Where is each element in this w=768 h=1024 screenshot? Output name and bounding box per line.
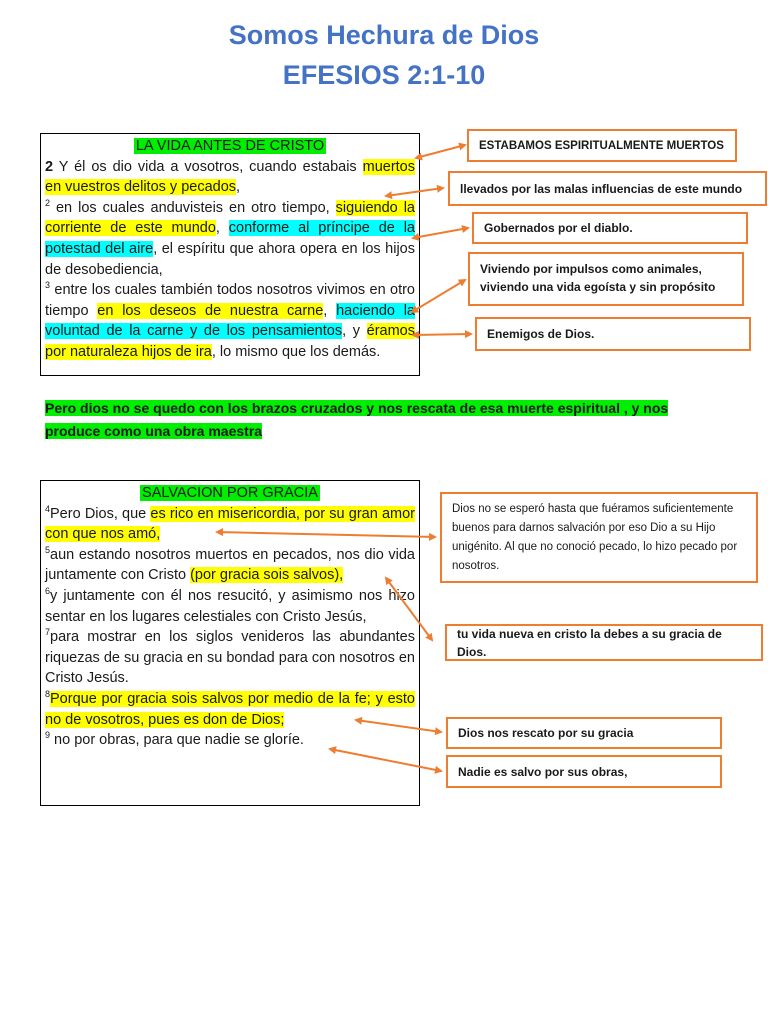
verse-2: 2 Y él os dio vida a vosotros, cuando estabais muertos en vuestros delitos y pecados, $^2$ en los cuales anduvisteis en otro tiempo, siguiendo la corriente de este mundo, conforme al príncipe de la potestad del aire, el espíritu que ahora opera en los hijos de desobediencia, [45, 158, 415, 278]
note-not-by-works: Nadie es salvo por sus obras, [446, 755, 722, 788]
verse-9: $^9$ no por obras, para que nadie se gloríe. [45, 730, 304, 749]
note-new-life-grace: tu vida nueva en cristo la debes a su gracia de Dios. [445, 624, 763, 661]
note-governed-by-devil: Gobernados por el diablo. [472, 212, 748, 244]
note-impulses: Viviendo por impulsos como animales, viviendo una vida egoísta y sin propósito [468, 252, 744, 306]
section-heading: SALVACION POR GRACIA [142, 485, 318, 501]
verse-3: $^3$ entre los cuales también todos nosotros vivimos en otro tiempo en los deseos de nuestra carne, haciendo la voluntad de la carne y de los pensamientos, y éramos por naturaleza hijos de ira, lo mismo que los demás. [45, 280, 415, 360]
section-heading: LA VIDA ANTES DE CRISTO [135, 138, 325, 154]
arrow-1 [416, 145, 465, 158]
verse-8: $^8$Porque por gracia sois salvos por medio de la fe; y esto no de vosotros, pues es don de Dios; [45, 689, 415, 728]
verse-5: $^5$aun estando nosotros muertos en pecados, nos dio vida juntamente con Cristo (por gracia sois salvos), [45, 544, 415, 584]
verse-7: $^7$para mostrar en los siglos venideros las abundantes riquezas de su gracia en su bondad para con nosotros en Cristo Jesús. [45, 627, 415, 687]
verse-6: $^6$y juntamente con él nos resucitó, y asimismo nos hizo sentar en los lugares celestiales con Cristo Jesús, [45, 586, 415, 625]
verses-box-salvation [40, 480, 420, 806]
arrow-3 [413, 228, 468, 238]
note-rescued-by-grace: Dios nos rescato por su gracia [446, 717, 722, 749]
note-spiritually-dead: ESTABAMOS ESPIRITUALMENTE MUERTOS [467, 129, 737, 162]
verse-4: $^4$Pero Dios, que es rico en misericordia, por su gran amor con que nos amó, [45, 503, 415, 543]
note-world-influence: llevados por las malas influencias de este mundo [448, 171, 767, 206]
page-title: Somos Hechura de Dios [228, 20, 540, 50]
note-enemies-of-god: Enemigos de Dios. [475, 317, 751, 351]
note-god-did-not-wait: Dios no se esperó hasta que fuéramos suficientemente buenos para darnos salvación por eso Dio a su Hijo unigénito. Al que no conoció pecado, lo hizo pecado por nosotros. [440, 492, 758, 583]
arrow-5 [413, 334, 471, 335]
transition-banner: Pero dios no se quedo con los brazos cruzados y nos rescata de esa muerte espiritual , y nos produce como una obra maestra [45, 400, 669, 439]
verses-box-before-christ [40, 133, 420, 376]
page-subtitle: EFESIOS 2:1-10 [282, 60, 486, 90]
